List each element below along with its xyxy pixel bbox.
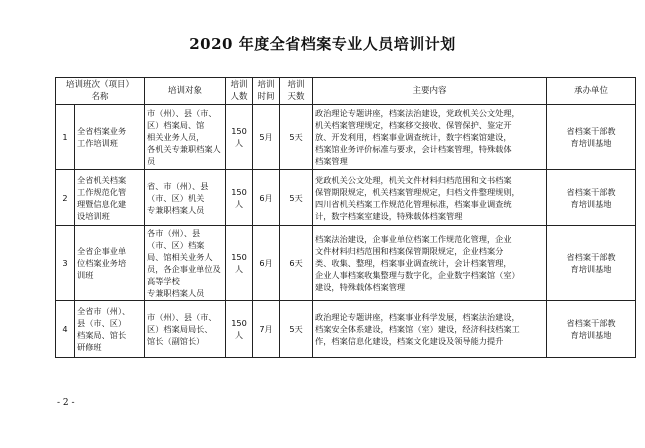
table-row (56, 226, 636, 301)
page-title: 2020 年度全省档案专业人员培训计划 (189, 35, 456, 53)
training-time: 7月 (253, 301, 280, 358)
organizer: 省档案干部教 育培训基地 (547, 226, 636, 301)
table-row (56, 105, 636, 170)
row-number: 2 (56, 170, 75, 226)
header-content: 主要内容 (313, 78, 547, 105)
main-content: 党政机关公文处理，机关文件材料归档范围和文书档案 保管期限规定，机关档案管理规定，归档文件整理规则， 四川省机关档案工作规范化管理标准，档案事业调查统 计，数字档案室建设，特殊载体档案管理 (313, 170, 547, 226)
trainee-count: 150 人 (226, 226, 253, 301)
training-audience: 市（州）、县（市、 区）档案局局长、 馆长（副馆长） (145, 301, 226, 358)
header-organizer: 承办单位 (547, 78, 636, 105)
program-name: 全省企事业单 位档案业务培 训班 (75, 226, 145, 301)
row-number: 4 (56, 301, 75, 358)
program-name: 全省市（州）、 县（市、区） 档案局、馆长 研修班 (75, 301, 145, 358)
main-content: 政治理论专题讲座，档案事业科学发展，档案法治建设， 档案安全体系建设，档案馆（室）建设，经济科技档案工 作，档案信息化建设，档案文化建设及领导能力提升 (313, 301, 547, 358)
organizer: 省档案干部教 育培训基地 (547, 105, 636, 170)
training-days: 5天 (280, 105, 313, 170)
header-audience: 培训对象 (145, 78, 226, 105)
row-number: 3 (56, 226, 75, 301)
training-plan-table (55, 77, 636, 358)
trainee-count: 150 人 (226, 170, 253, 226)
program-name: 全省机关档案 工作规范化管 理暨信息化建 设培训班 (75, 170, 145, 226)
main-content: 档案法治建设，企事业单位档案工作规范化管理，企业 文件材料归档范围和档案保管期限规定，企业档案分 类、收集、整理，档案事业调查统计，会计档案管理， 企业人事档案收集整理与数字化，企业数字档案馆（室） 建设，特殊载体档案管理 (313, 226, 547, 301)
header-count: 培训 人数 (226, 78, 253, 105)
training-time: 5月 (253, 105, 280, 170)
trainee-count: 150 人 (226, 105, 253, 170)
header-days: 培训 天数 (280, 78, 313, 105)
training-audience: 市（州）、县（市、 区）档案局、馆 相关业务人员， 各机关专兼职档案人员 (145, 105, 226, 170)
program-name: 全省档案业务 工作培训班 (75, 105, 145, 170)
training-days: 5天 (280, 170, 313, 226)
training-days: 6天 (280, 226, 313, 301)
table-row (56, 170, 636, 226)
training-time: 6月 (253, 170, 280, 226)
training-days: 5天 (280, 301, 313, 358)
main-content: 政治理论专题讲座，档案法治建设，党政机关公文处理， 机关档案管理规定，档案移交接收、保管保护、鉴定开 放、开发利用，档案事业调查统计，数字档案馆建设， 档案馆业务评价标准与要求，会计档案管理，特殊载体 档案管理 (313, 105, 547, 170)
header-program: 培训班次（项目） 名称 (56, 78, 145, 105)
organizer: 省档案干部教 育培训基地 (547, 170, 636, 226)
row-number: 1 (56, 105, 75, 170)
training-audience: 省、市（州）、县 （市、区）机关 专兼职档案人员 (145, 170, 226, 226)
header-time: 培训 时间 (253, 78, 280, 105)
table-header-row (56, 78, 636, 105)
table-row (56, 301, 636, 358)
organizer: 省档案干部教 育培训基地 (547, 301, 636, 358)
page-number: - 2 - (57, 398, 75, 408)
trainee-count: 150 人 (226, 301, 253, 358)
training-audience: 各市（州）、县 （市、区）档案 局、馆相关业务人 员，各企事业单位及高等学校 专兼职档案人员 (145, 226, 226, 301)
training-time: 6月 (253, 226, 280, 301)
